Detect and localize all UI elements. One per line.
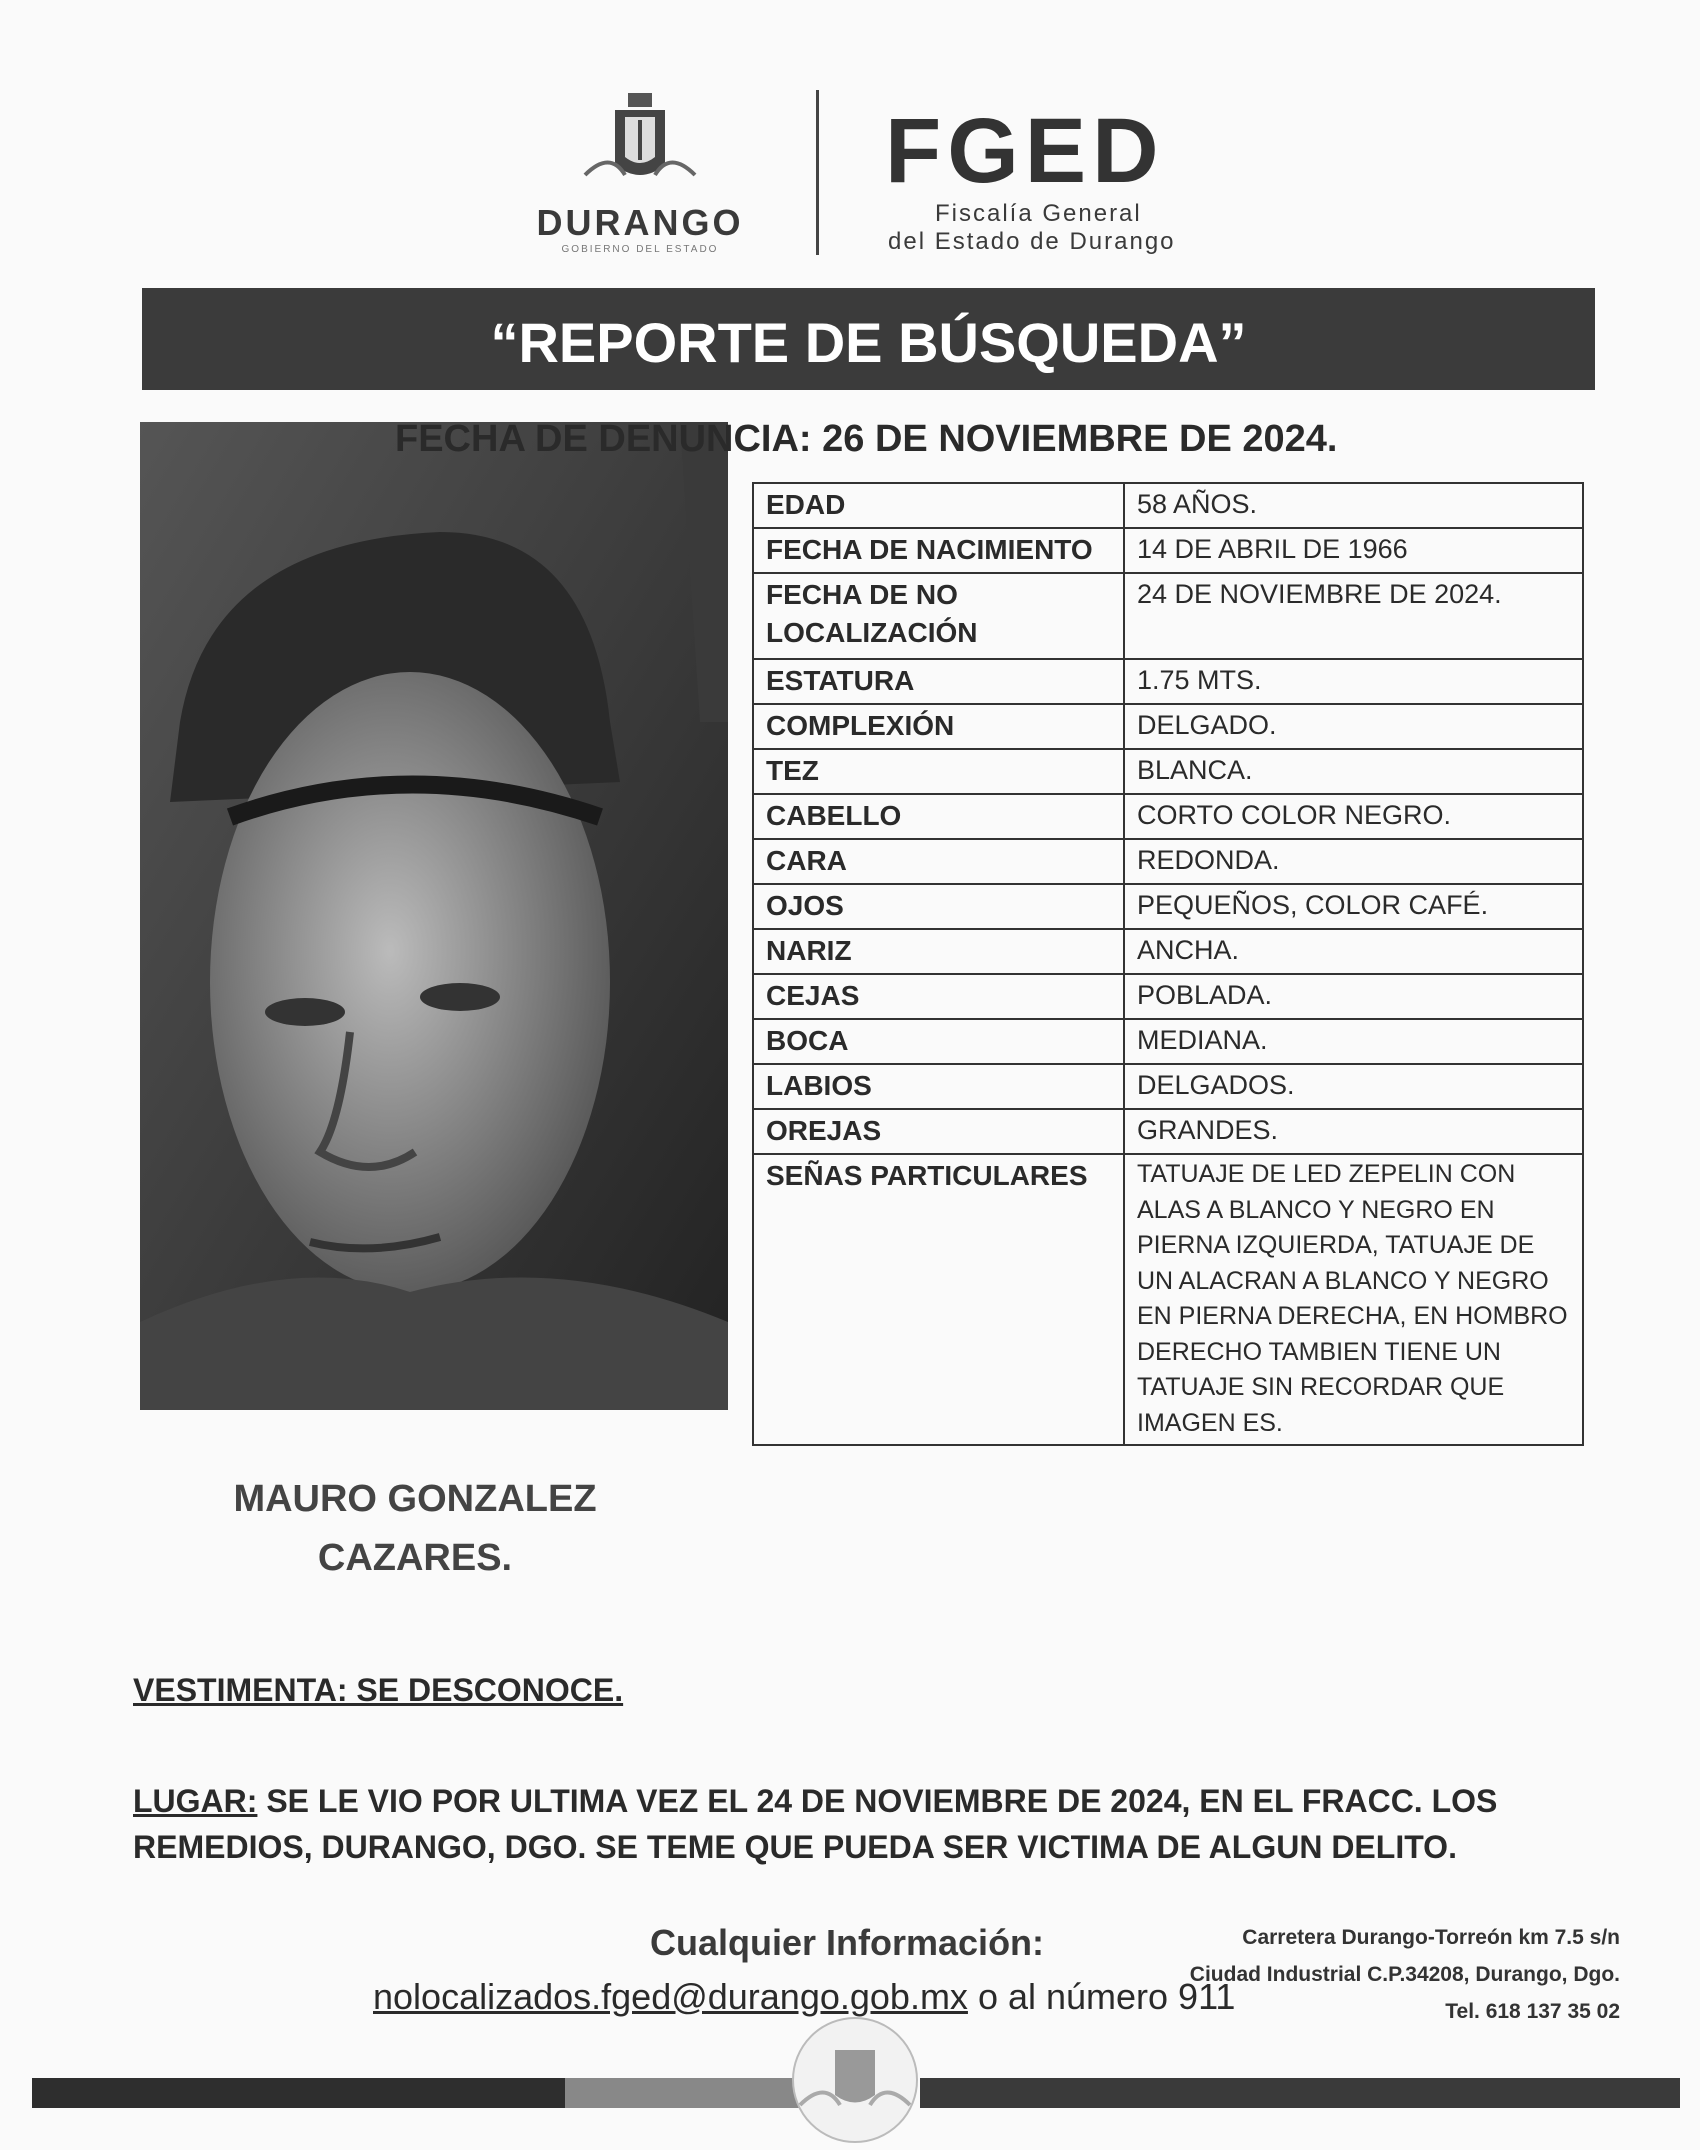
detail-value: POBLADA.	[1124, 974, 1583, 1019]
person-details-table	[752, 482, 1584, 1446]
table-row	[753, 749, 1583, 794]
agency-name-line2: del Estado de Durango	[888, 228, 1176, 255]
detail-label: TEZ	[753, 749, 1124, 794]
detail-value: BLANCA.	[1124, 749, 1583, 794]
detail-value: ANCHA.	[1124, 929, 1583, 974]
table-row	[753, 1154, 1583, 1445]
footer-emblem	[780, 2010, 930, 2145]
detail-label: OREJAS	[753, 1109, 1124, 1154]
detail-value: DELGADO.	[1124, 704, 1583, 749]
table-row	[753, 974, 1583, 1019]
durango-crest-icon	[580, 85, 700, 200]
detail-label: SEÑAS PARTICULARES	[753, 1154, 1124, 1445]
address-phone: Tel. 618 137 35 02	[1445, 1999, 1620, 2023]
report-date: FECHA DE DENUNCIA: 26 DE NOVIEMBRE DE 2024.	[395, 418, 1338, 460]
report-title: “REPORTE DE BÚSQUEDA”	[490, 311, 1247, 374]
footer-bar	[32, 2078, 592, 2108]
state-subtitle: GOBIERNO DEL ESTADO	[561, 244, 719, 255]
person-name	[200, 1470, 630, 1588]
missing-person-photo	[140, 422, 728, 1410]
agency-name-line1: Fiscalía General	[935, 200, 1142, 227]
office-address	[1105, 1920, 1620, 2030]
title-banner	[142, 288, 1595, 390]
detail-label: CEJAS	[753, 974, 1124, 1019]
footer-bar	[920, 2078, 1680, 2108]
detail-value: TATUAJE DE LED ZEPELIN CON ALAS A BLANCO Y NEGRO EN PIERNA IZQUIERDA, TATUAJE DE UN ALACRAN A BLANCO Y NEGRO EN PIERNA DERECHA, EN HOMBRO DERECHO TAMBIEN TIENE UN TATUAJE SIN RECORDAR QUE IMAGEN ES.	[1124, 1154, 1583, 1445]
detail-value: 58 AÑOS.	[1124, 483, 1583, 528]
place-label: LUGAR:	[133, 1783, 258, 1819]
contact-phone-text: o al número 911	[967, 1976, 1236, 2017]
contact-heading: Cualquier Información:	[650, 1922, 1045, 1963]
table-row	[753, 528, 1583, 573]
detail-value: REDONDA.	[1124, 839, 1583, 884]
detail-value: 24 DE NOVIEMBRE DE 2024.	[1124, 573, 1583, 659]
detail-label: NARIZ	[753, 929, 1124, 974]
place-info	[133, 1778, 1593, 1871]
detail-label: COMPLEXIÓN	[753, 704, 1124, 749]
detail-value: 14 DE ABRIL DE 1966	[1124, 528, 1583, 573]
detail-label: LABIOS	[753, 1064, 1124, 1109]
durango-state-logo	[490, 85, 790, 265]
table-row	[753, 483, 1583, 528]
table-row	[753, 659, 1583, 704]
address-line1: Carretera Durango-Torreón km 7.5 s/n	[1242, 1926, 1620, 1949]
contact-email-link[interactable]: nolocalizados.fged@durango.gob.mx	[373, 1976, 968, 2017]
detail-label: ESTATURA	[753, 659, 1124, 704]
header-divider	[816, 90, 819, 255]
detail-value: DELGADOS.	[1124, 1064, 1583, 1109]
detail-label: FECHA DE NO LOCALIZACIÓN	[753, 573, 1124, 659]
detail-label: BOCA	[753, 1019, 1124, 1064]
table-row	[753, 839, 1583, 884]
place-text: SE LE VIO POR ULTIMA VEZ EL 24 DE NOVIEMBRE DE 2024, EN EL FRACC. LOS REMEDIOS, DURANGO, DGO. SE TEME QUE PUEDA SER VICTIMA DE ALGUN DELITO.	[133, 1783, 1498, 1866]
detail-value: MEDIANA.	[1124, 1019, 1583, 1064]
person-name-line1: MAURO GONZALEZ	[233, 1478, 597, 1520]
detail-label: OJOS	[753, 884, 1124, 929]
clothing-info: VESTIMENTA: SE DESCONOCE.	[133, 1672, 624, 1708]
table-row	[753, 1109, 1583, 1154]
table-row	[753, 929, 1583, 974]
detail-value: PEQUEÑOS, COLOR CAFÉ.	[1124, 884, 1583, 929]
state-name: DURANGO	[536, 202, 744, 243]
detail-value: CORTO COLOR NEGRO.	[1124, 794, 1583, 839]
address-line2: Ciudad Industrial C.P.34208, Durango, Dgo.	[1189, 1962, 1620, 1986]
person-photo-icon	[140, 422, 728, 1410]
table-row	[753, 1019, 1583, 1064]
detail-label: CABELLO	[753, 794, 1124, 839]
detail-label: FECHA DE NACIMIENTO	[753, 528, 1124, 573]
detail-label: EDAD	[753, 483, 1124, 528]
agency-acronym: FGED	[885, 100, 1165, 202]
person-name-line2: CAZARES.	[317, 1536, 513, 1579]
detail-value: 1.75 MTS.	[1124, 659, 1583, 704]
table-row	[753, 573, 1583, 659]
durango-crest-icon	[780, 2010, 930, 2145]
table-row	[753, 794, 1583, 839]
table-row	[753, 884, 1583, 929]
table-row	[753, 704, 1583, 749]
detail-value: GRANDES.	[1124, 1109, 1583, 1154]
table-row	[753, 1064, 1583, 1109]
detail-label: CARA	[753, 839, 1124, 884]
